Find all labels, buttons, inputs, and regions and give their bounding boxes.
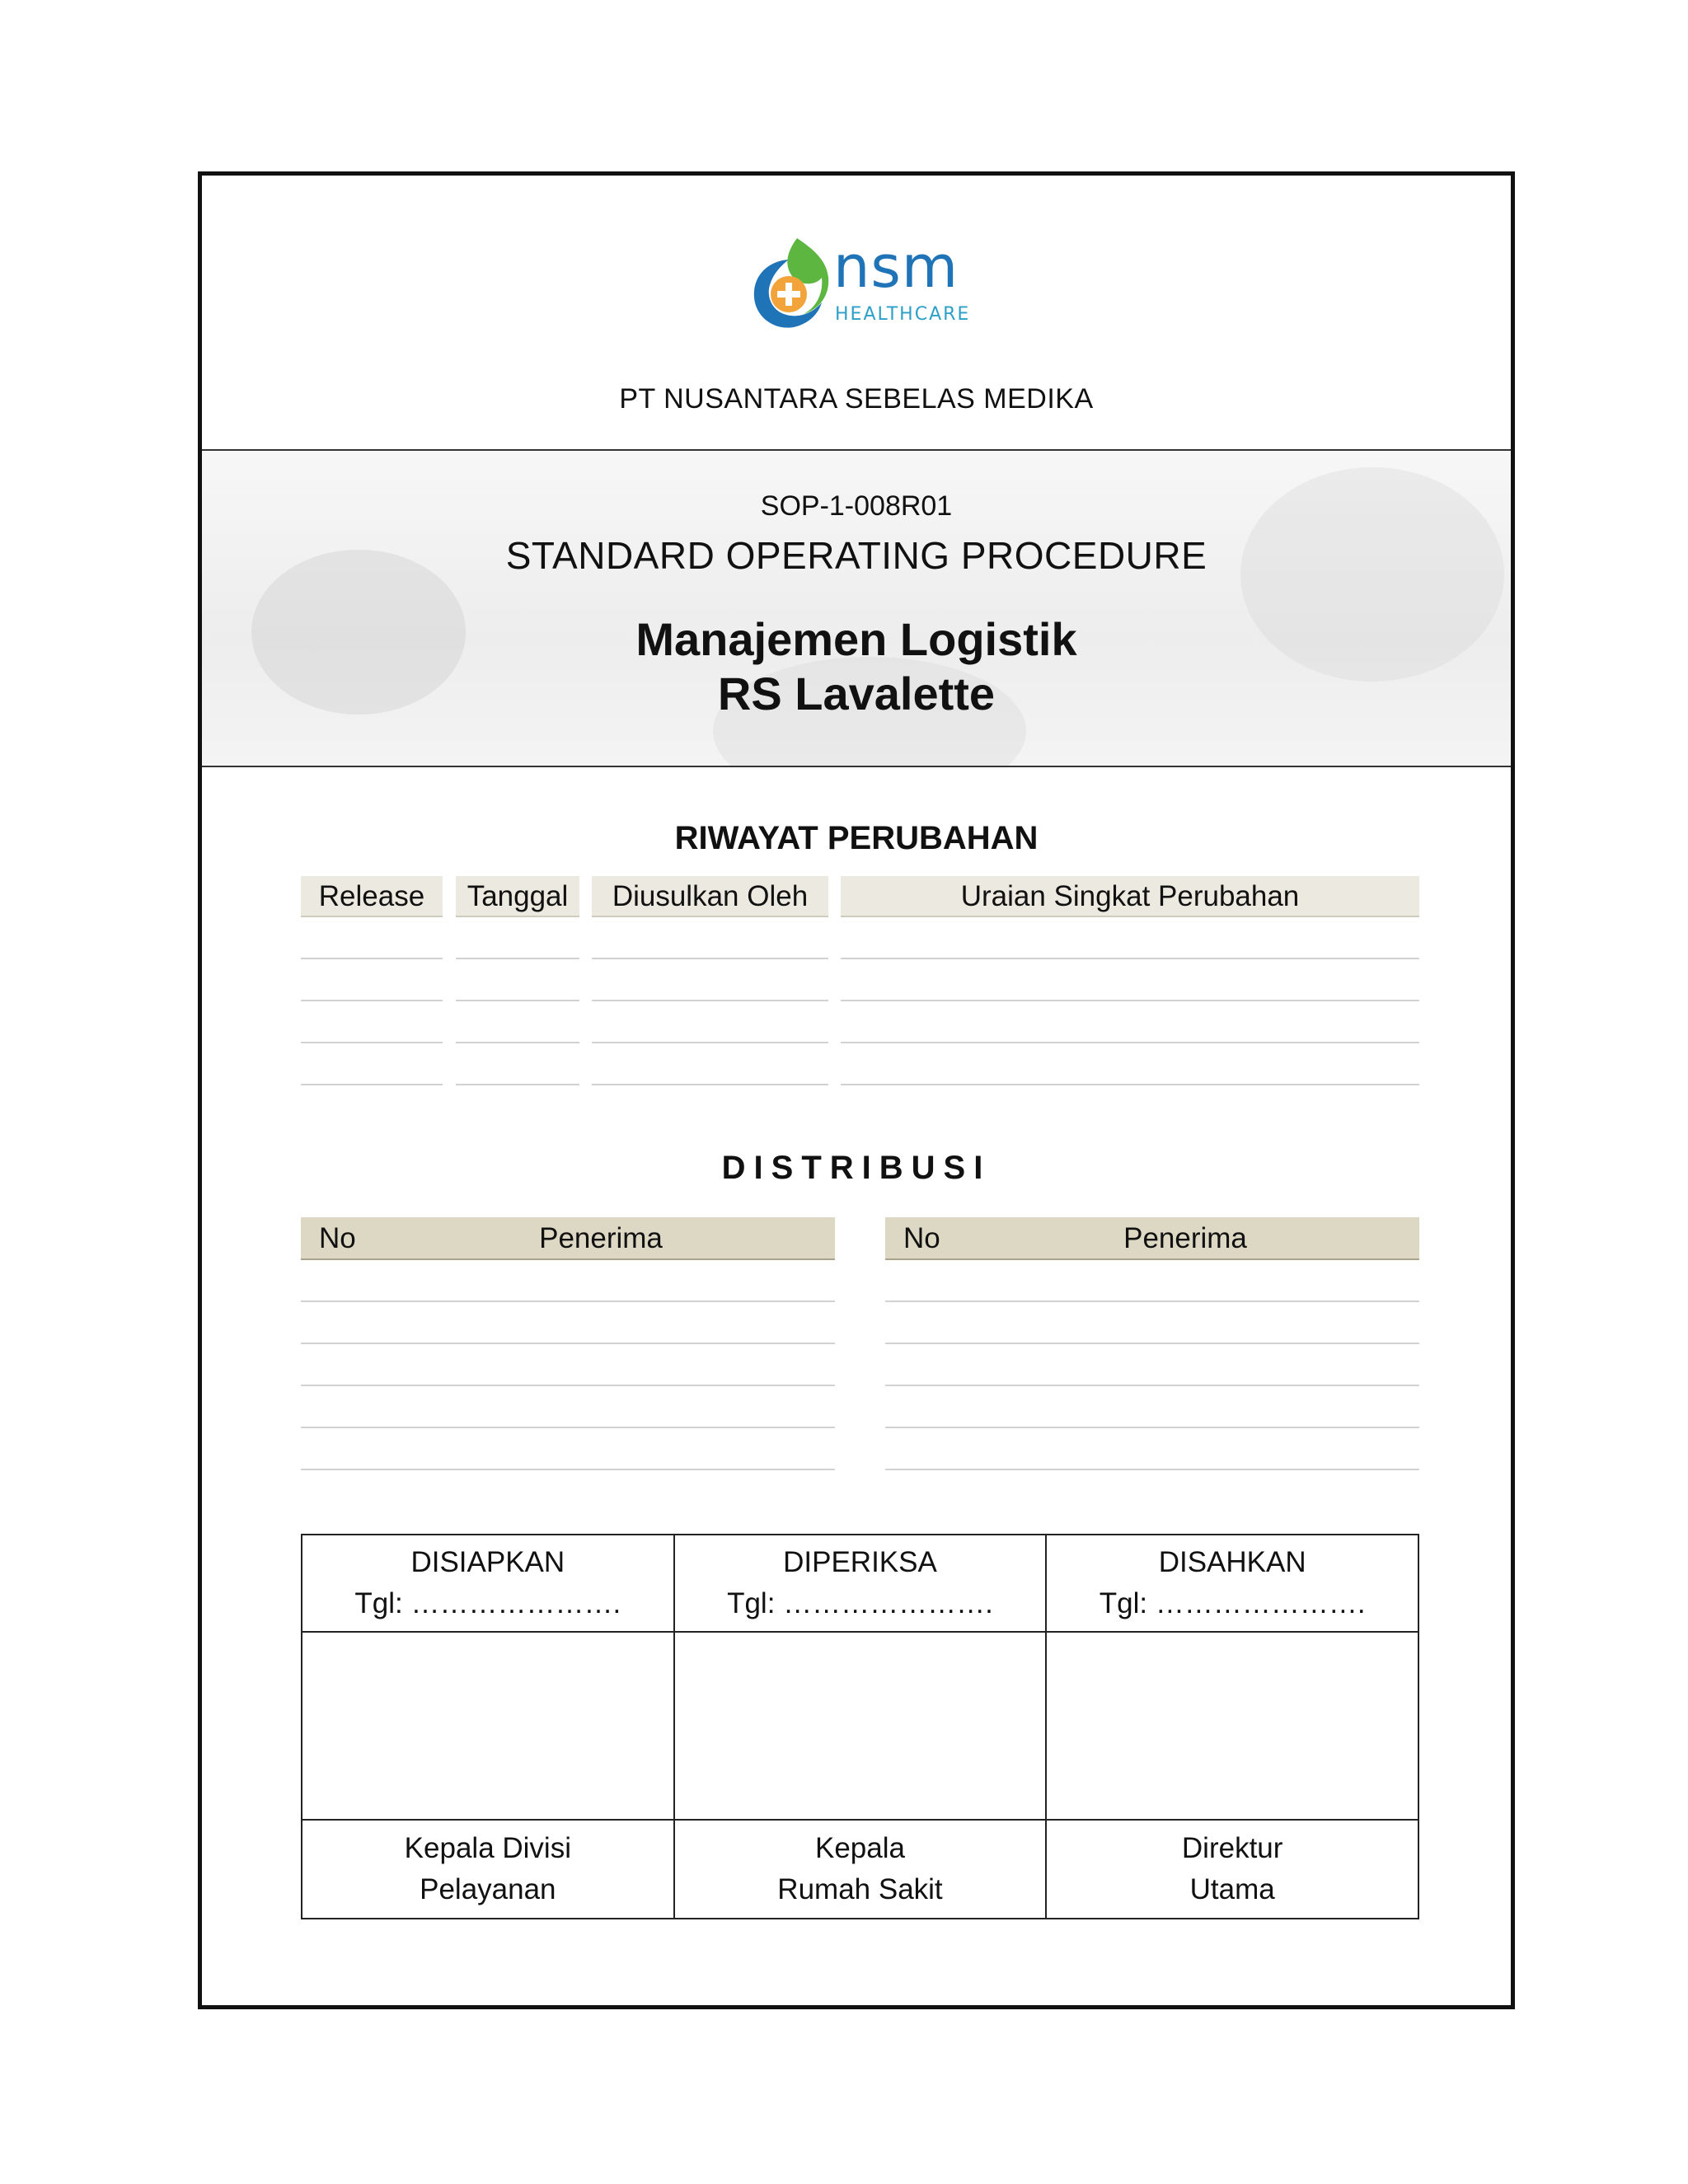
table-row bbox=[841, 1043, 1419, 1085]
signature-row bbox=[302, 1632, 1418, 1820]
column-header-penerima: Penerima bbox=[1123, 1222, 1247, 1254]
signature-area bbox=[674, 1632, 1047, 1820]
column-header-no: No bbox=[903, 1222, 940, 1254]
signature-area bbox=[1046, 1632, 1418, 1820]
table-row bbox=[301, 1302, 835, 1344]
role-cell bbox=[302, 1820, 674, 1919]
table-row bbox=[301, 1386, 835, 1428]
table-row bbox=[841, 917, 1419, 959]
role-line: Direktur bbox=[1181, 1832, 1283, 1864]
logo-subtext: HEALTHCARE bbox=[835, 304, 971, 325]
date-field: Tgl: …………………. bbox=[1099, 1587, 1366, 1619]
approval-header: DISAHKAN bbox=[1158, 1546, 1306, 1578]
role-line: Utama bbox=[1189, 1873, 1275, 1905]
table-row bbox=[301, 1043, 443, 1085]
document-type: STANDARD OPERATING PROCEDURE bbox=[505, 534, 1207, 577]
table-row bbox=[456, 917, 579, 959]
table-row bbox=[301, 959, 443, 1001]
table-row bbox=[592, 1001, 828, 1043]
distribusi-table-left bbox=[301, 1217, 835, 1470]
table-row bbox=[592, 1043, 828, 1085]
table-row bbox=[592, 917, 828, 959]
approval-header: DISIAPKAN bbox=[410, 1546, 565, 1578]
role-line: Kepala bbox=[814, 1832, 905, 1864]
signature-area bbox=[302, 1632, 674, 1820]
riwayat-column-release bbox=[301, 876, 443, 1085]
distribusi-header bbox=[301, 1217, 835, 1260]
table-row bbox=[456, 1001, 579, 1043]
column-header: Release bbox=[301, 876, 443, 917]
nsm-logo-icon bbox=[746, 235, 835, 332]
table-row bbox=[592, 959, 828, 1001]
title-line-2: RS Lavalette bbox=[717, 668, 996, 719]
role-cell bbox=[1046, 1820, 1418, 1919]
table-row bbox=[456, 959, 579, 1001]
approval-header-row bbox=[302, 1535, 1418, 1632]
column-header: Diusulkan Oleh bbox=[592, 876, 828, 917]
table-row bbox=[301, 1344, 835, 1386]
distribusi-heading: DISTRIBUSI bbox=[721, 1150, 992, 1186]
column-header: Tanggal bbox=[456, 876, 579, 917]
logo-wordmark: nsm bbox=[833, 233, 959, 301]
table-row bbox=[841, 1001, 1419, 1043]
date-field: Tgl: …………………. bbox=[727, 1587, 993, 1619]
approval-table bbox=[301, 1534, 1419, 1919]
column-header-penerima: Penerima bbox=[539, 1222, 663, 1254]
table-row bbox=[301, 1001, 443, 1043]
table-row bbox=[885, 1302, 1419, 1344]
table-row bbox=[301, 917, 443, 959]
riwayat-column-tanggal bbox=[456, 876, 579, 1085]
company-name: PT NUSANTARA SEBELAS MEDIKA bbox=[619, 383, 1094, 415]
table-row bbox=[885, 1344, 1419, 1386]
table-row bbox=[301, 1260, 835, 1302]
table-row bbox=[885, 1428, 1419, 1470]
role-row bbox=[302, 1820, 1418, 1919]
approval-cell-disahkan bbox=[1046, 1535, 1418, 1632]
approval-cell-disiapkan bbox=[302, 1535, 674, 1632]
title-line-1: Manajemen Logistik bbox=[635, 613, 1077, 665]
riwayat-heading: RIWAYAT PERUBAHAN bbox=[674, 820, 1039, 856]
approval-header: DIPERIKSA bbox=[783, 1546, 937, 1578]
distribusi-table-right bbox=[885, 1217, 1419, 1470]
table-row bbox=[885, 1260, 1419, 1302]
title-band bbox=[202, 449, 1511, 767]
table-row bbox=[885, 1386, 1419, 1428]
table-row bbox=[456, 1043, 579, 1085]
riwayat-column-uraian bbox=[841, 876, 1419, 1085]
document-page bbox=[198, 171, 1515, 2009]
riwayat-column-diusulkan bbox=[592, 876, 828, 1085]
column-header: Uraian Singkat Perubahan bbox=[841, 876, 1419, 917]
date-field: Tgl: …………………. bbox=[354, 1587, 621, 1619]
approval-cell-diperiksa bbox=[674, 1535, 1047, 1632]
document-title bbox=[202, 612, 1511, 721]
distribusi-header bbox=[885, 1217, 1419, 1260]
role-line: Pelayanan bbox=[420, 1873, 556, 1905]
table-row bbox=[301, 1428, 835, 1470]
company-logo bbox=[746, 235, 993, 334]
role-line: Rumah Sakit bbox=[777, 1873, 943, 1905]
role-cell bbox=[674, 1820, 1047, 1919]
column-header-no: No bbox=[319, 1222, 356, 1254]
table-row bbox=[841, 959, 1419, 1001]
role-line: Kepala Divisi bbox=[404, 1832, 571, 1864]
document-code: SOP-1-008R01 bbox=[760, 490, 953, 522]
